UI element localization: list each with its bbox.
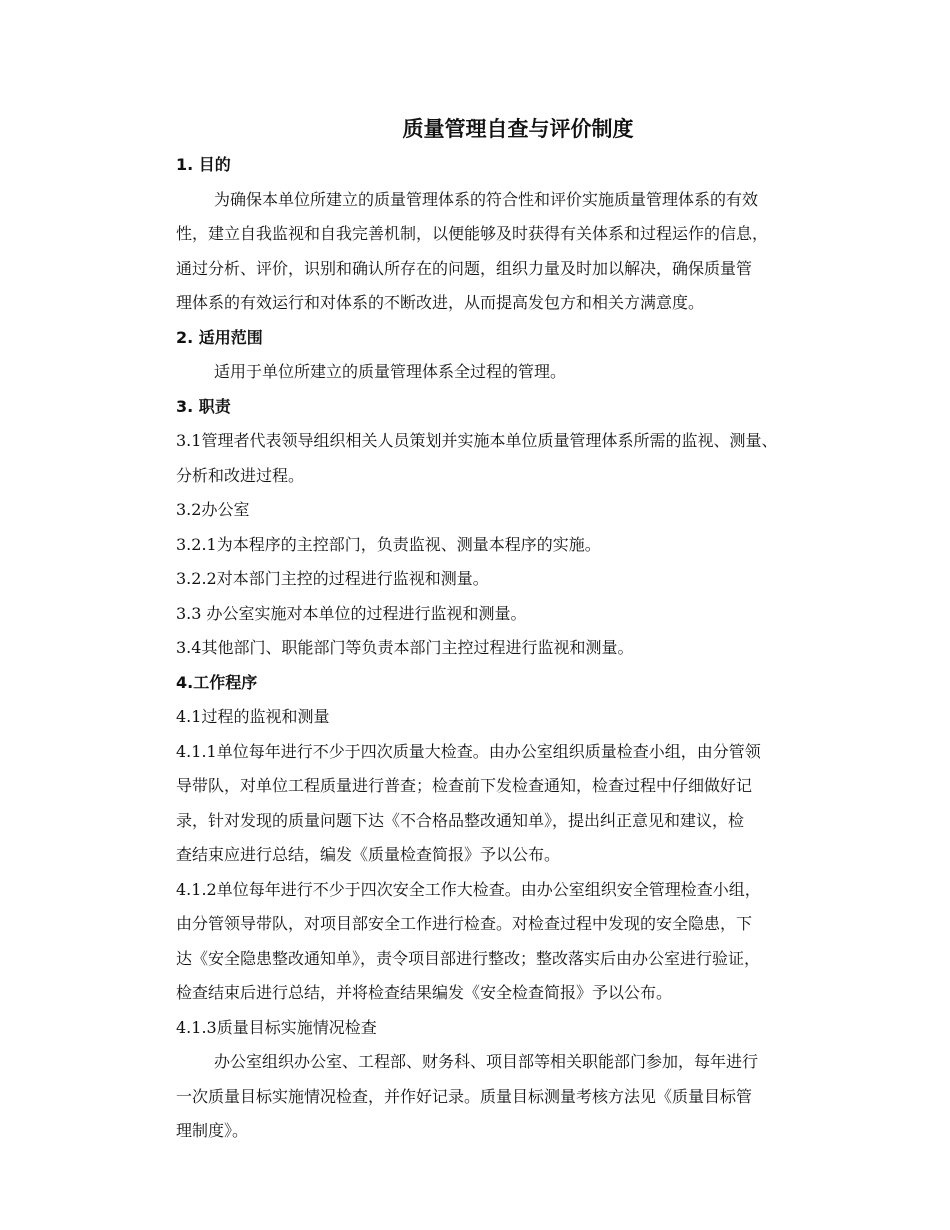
subsection-heading: 4.1过程的监视和测量	[176, 707, 330, 726]
paragraph-line: 适用于单位所建立的质量管理体系全过程的管理。	[214, 362, 567, 381]
paragraph-line: 3.2办公室	[176, 500, 250, 519]
paragraph-line: 办公室组织办公室、工程部、财务科、项目部等相关职能部门参加，每年进行	[214, 1052, 759, 1071]
document-body	[176, 148, 876, 1149]
paragraph-line: 录，针对发现的质量问题下达《不合格品整改通知单》，提出纠正意见和建议，检	[176, 810, 745, 830]
paragraph-line: 4.1.2单位每年进行不少于四次安全工作大检查。由办公室组织安全管理检查小组，	[176, 879, 761, 899]
section-heading-responsibilities: 3. 职责	[176, 396, 231, 416]
paragraph-line: 理体系的有效运行和对体系的不断改进，从而提高发包方和相关方满意度。	[176, 293, 705, 312]
paragraph-line: 4.1.1单位每年进行不少于四次质量大检查。由办公室组织质量检查小组，由分管领	[176, 741, 761, 761]
paragraph-line: 查结束应进行总结，编发《质量检查简报》予以公布。	[176, 845, 561, 864]
page-title: 质量管理自查与评价制度	[402, 117, 634, 141]
paragraph-line: 理制度》。	[176, 1121, 249, 1140]
paragraph-line: 检查结束后进行总结，并将检查结果编发《安全检查简报》予以公布。	[176, 983, 673, 1002]
paragraph-line: 3.1管理者代表领导组织相关人员策划并实施本单位质量管理体系所需的监视、测量、	[176, 431, 778, 450]
section-heading-scope: 2. 适用范围	[176, 327, 263, 347]
section-heading-procedure: 4.工作程序	[176, 672, 258, 692]
paragraph-line: 3.4其他部门、职能部门等负责本部门主控过程进行监视和测量。	[176, 638, 634, 657]
paragraph-line: 为确保本单位所建立的质量管理体系的符合性和评价实施质量管理体系的有效	[214, 189, 759, 209]
paragraph-line: 3.3 办公室实施对本单位的过程进行监视和测量。	[176, 603, 527, 623]
paragraph-line: 导带队，对单位工程质量进行普查；检查前下发检查通知，检查过程中仔细做好记	[176, 776, 753, 795]
paragraph-line: 一次质量目标实施情况检查，并作好记录。质量目标测量考核方法见《质量目标管	[176, 1086, 753, 1106]
paragraph-line: 3.2.1为本程序的主控部门，负责监视、测量本程序的实施。	[176, 534, 601, 554]
paragraph-line: 达《安全隐患整改通知单》，责令项目部进行整改；整改落实后由办公室进行验证，	[176, 948, 761, 968]
paragraph-line: 性，建立自我监视和自我完善机制，以便能够及时获得有关体系和过程运作的信息，	[176, 224, 769, 243]
paragraph-line: 3.2.2对本部门主控的过程进行监视和测量。	[176, 569, 489, 588]
paragraph-line: 通过分析、评价，识别和确认所存在的问题，组织力量及时加以解决，确保质量管	[176, 258, 753, 278]
paragraph-line: 分析和改进过程。	[176, 465, 305, 485]
subsection-heading: 4.1.3质量目标实施情况检查	[176, 1017, 377, 1037]
section-heading-purpose: 1. 目的	[176, 155, 231, 174]
paragraph-line: 由分管领导带队，对项目部安全工作进行检查。对检查过程中发现的安全隐患，下	[176, 914, 753, 933]
